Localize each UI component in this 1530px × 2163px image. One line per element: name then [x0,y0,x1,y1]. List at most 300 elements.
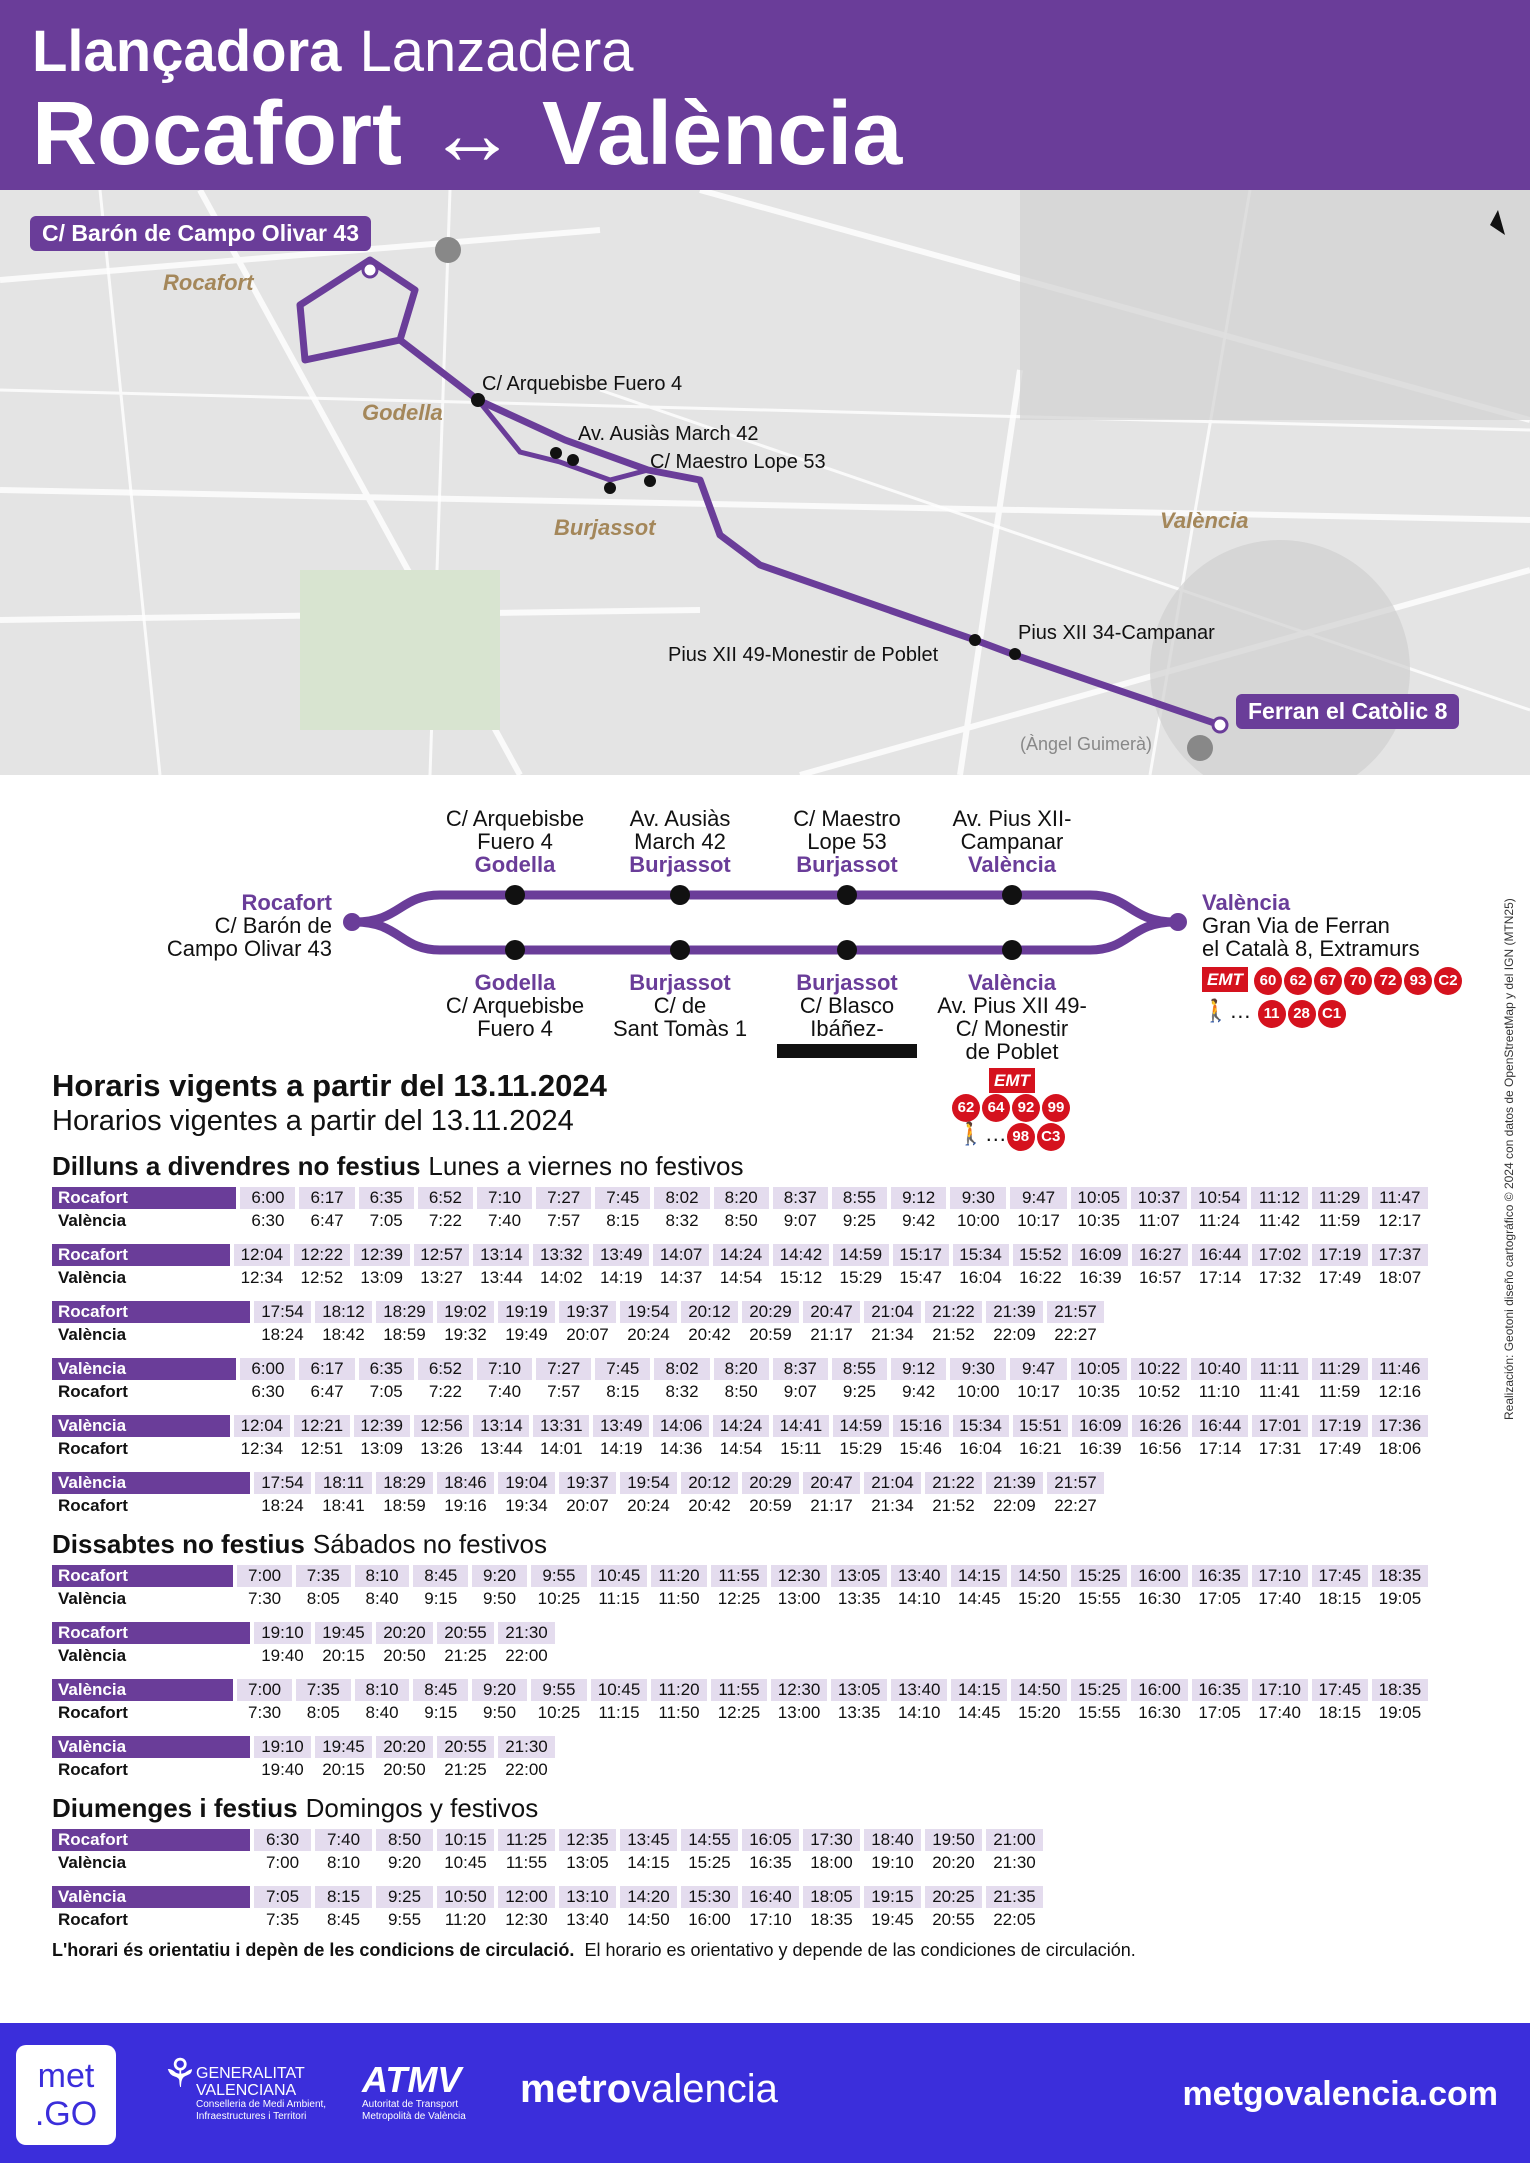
time-cell: 8:05 [306,1589,340,1608]
time-cell: 9:42 [902,1382,936,1401]
timetable-row [52,1565,1428,1587]
time-cell: 16:27 [1132,1244,1188,1266]
time-cell: 20:29 [742,1301,799,1323]
stop-line1: C/ Blasco [799,993,895,1018]
time-cell: 16:00 [1131,1565,1187,1587]
time-cell: 19:10 [254,1736,311,1758]
metro-icon [435,237,461,263]
time-cell: 22:27 [1054,1496,1097,1515]
time-cell: 9:25 [842,1382,877,1401]
stop-pius34[interactable] [1009,648,1021,660]
time-cell: 9:20 [387,1853,422,1872]
time-cell: 20:20 [376,1622,433,1644]
time-cell: 16:40 [742,1886,799,1908]
diagram-dest-addr1: Gran Via de Ferran [1202,913,1390,938]
row-stop-label: València [58,1589,127,1608]
stop-ausias-b[interactable] [567,454,579,466]
time-cell: 11:46 [1372,1358,1428,1380]
time-cell: 15:20 [1018,1703,1061,1722]
stop-blasco[interactable] [604,482,616,494]
time-cell: 15:55 [1078,1703,1121,1722]
time-cell: 18:59 [383,1325,426,1344]
metro-icon-guimera [1187,735,1213,761]
time-cell: 8:20 [714,1358,769,1380]
time-cell: 20:55 [932,1910,975,1929]
time-cell: 12:21 [294,1415,350,1437]
time-cell: 9:50 [482,1589,517,1608]
timetable-row [52,1210,1428,1232]
map-label-pius49: Pius XII 49-Monestir de Poblet [668,644,939,666]
time-cell: 14:59 [833,1244,889,1266]
diagram-stop-top-4[interactable] [1002,885,1022,905]
time-cell: 9:47 [1010,1187,1066,1209]
time-cell: 8:45 [413,1565,468,1587]
time-cell: 13:05 [831,1679,887,1701]
title-ca: Llançadora [32,19,342,84]
time-cell: 20:42 [688,1325,731,1344]
time-cell: 22:00 [505,1760,548,1779]
time-cell: 14:10 [897,1589,941,1608]
time-cell: 13:40 [891,1679,947,1701]
section-label-ca: Dissabtes no festius [52,1529,305,1559]
diagram-top-stop-1 [435,807,595,876]
timetable-block [48,1414,1432,1461]
map-town-burjassot: Burjassot [554,515,656,540]
time-cell: 19:40 [261,1760,304,1779]
time-cell: 12:00 [498,1886,555,1908]
time-cell: 13:09 [360,1268,403,1287]
stop-line1: Av. Ausiàs [629,806,731,831]
time-cell: 13:05 [566,1853,609,1872]
time-cell: 13:09 [360,1439,403,1458]
row-stop-label: Rocafort [58,1703,128,1722]
metgo-logo[interactable] [16,2045,116,2145]
time-cell: 16:04 [959,1268,1002,1287]
time-cell: 10:15 [437,1829,494,1851]
diagram-stop-bottom-1[interactable] [505,940,525,960]
emt-logo-icon: EMT [1202,967,1248,992]
time-cell: 17:49 [1318,1439,1362,1458]
time-cell: 15:55 [1078,1589,1121,1608]
row-stop-label: Rocafort [52,1187,236,1209]
time-cell: 12:22 [294,1244,350,1266]
time-cell: 18:15 [1318,1703,1362,1722]
time-cell: 18:00 [810,1853,853,1872]
time-cell: 22:00 [505,1646,548,1665]
section-label-ca: Dilluns a divendres no festius [52,1151,421,1181]
time-cell: 17:31 [1258,1439,1302,1458]
dest-connections [1202,966,1464,995]
diagram-origin-addr1: C/ Barón de [214,913,332,938]
time-cell: 14:55 [681,1829,738,1851]
time-cell: 12:04 [234,1244,290,1266]
time-cell: 10:35 [1077,1382,1121,1401]
time-cell: 9:12 [891,1358,946,1380]
time-cell: 7:05 [254,1886,311,1908]
row-stop-label: Rocafort [52,1565,233,1587]
time-cell: 15:25 [688,1853,731,1872]
section-label-ca: Diumenges i festius [52,1793,298,1823]
time-cell: 17:40 [1258,1589,1301,1608]
time-cell: 21:04 [864,1301,921,1323]
time-cell: 11:15 [598,1703,640,1722]
time-cell: 19:54 [620,1472,677,1494]
timetable-block [48,1186,1432,1233]
time-cell: 10:35 [1077,1211,1121,1230]
stop-line1: C/ de [653,993,707,1018]
time-cell: 20:55 [437,1622,494,1644]
header [0,0,1530,190]
time-cell: 15:30 [681,1886,738,1908]
time-cell: 13:35 [837,1703,881,1722]
time-cell: 12:30 [505,1910,548,1929]
time-cell: 8:15 [606,1211,640,1230]
time-cell: 16:21 [1019,1439,1062,1458]
time-cell: 15:34 [953,1415,1009,1437]
timetable-row [52,1702,1428,1724]
time-cell: 14:50 [627,1910,670,1929]
timetable-row [52,1759,555,1781]
timetable-row [52,1187,1428,1209]
bus-line-badge: 93 [1404,967,1432,995]
time-cell: 13:00 [777,1703,821,1722]
time-cell: 20:55 [437,1736,494,1758]
time-cell: 20:59 [749,1325,792,1344]
row-stop-label: València [58,1646,127,1665]
time-cell: 17:19 [1312,1415,1368,1437]
timetable-row [52,1645,555,1667]
website-link[interactable]: metgovalencia.com [1182,2075,1498,2113]
time-cell: 9:20 [472,1565,527,1587]
time-cell: 10:05 [1071,1187,1127,1209]
diagram-dest [1202,891,1464,1028]
time-cell: 6:17 [299,1187,354,1209]
time-cell: 11:29 [1312,1187,1368,1209]
header-title [32,16,634,88]
time-cell: 15:20 [1018,1589,1061,1608]
timetable-row [52,1909,1043,1931]
time-cell: 20:15 [322,1646,365,1665]
metro-light: valencia [631,2067,778,2111]
schedule-title-es: Horarios vigentes a partir del 13.11.2024 [52,1105,574,1137]
time-cell: 20:24 [627,1325,670,1344]
time-cell: 8:50 [376,1829,433,1851]
time-cell: 10:45 [591,1565,647,1587]
time-cell: 13:45 [620,1829,677,1851]
timetable-row [52,1472,1104,1494]
time-cell: 10:37 [1131,1187,1187,1209]
time-cell: 11:59 [1318,1211,1361,1230]
time-cell: 11:55 [711,1565,767,1587]
time-cell: 19:34 [505,1496,548,1515]
time-cell: 8:02 [654,1358,709,1380]
time-cell: 13:49 [593,1244,649,1266]
time-cell: 12:25 [717,1589,761,1608]
time-cell: 16:57 [1138,1268,1182,1287]
time-cell: 19:49 [505,1325,548,1344]
gva-sub1: Conselleria de Medi Ambient, [196,2099,327,2110]
time-cell: 14:24 [713,1244,769,1266]
row-stop-label: Rocafort [52,1301,250,1323]
stop-lope[interactable] [644,475,656,487]
time-cell: 20:59 [749,1496,792,1515]
time-cell: 9:30 [950,1358,1006,1380]
time-cell: 13:49 [593,1415,649,1437]
stop-town: Burjassot [629,970,731,995]
time-cell: 7:00 [237,1679,292,1701]
time-cell: 8:55 [832,1358,887,1380]
time-cell: 21:25 [444,1760,487,1779]
section-heading-saturday [52,1528,1432,1560]
gva-line2: VALENCIANA [196,2082,297,2099]
time-cell: 17:54 [254,1301,311,1323]
map-town-rocafort: Rocafort [163,270,254,295]
stop-pius49[interactable] [969,634,981,646]
time-cell: 14:42 [773,1244,829,1266]
time-cell: 8:37 [773,1187,828,1209]
time-cell: 13:44 [480,1439,523,1458]
row-stop-label: València [52,1472,250,1494]
row-stop-label: València [52,1415,230,1437]
diagram-stop-bottom-4[interactable] [1002,940,1022,960]
time-cell: 8:50 [724,1382,758,1401]
time-cell: 18:05 [803,1886,860,1908]
time-cell: 20:29 [742,1472,799,1494]
bus-line-badge: 60 [1254,967,1282,995]
stop-town: Godella [474,852,556,877]
row-stop-label: Rocafort [52,1622,250,1644]
timetable-row [52,1886,1043,1908]
time-cell: 14:15 [951,1679,1007,1701]
time-cell: 11:41 [1258,1382,1301,1401]
time-cell: 12:56 [414,1415,470,1437]
time-cell: 19:45 [871,1910,914,1929]
time-cell: 21:25 [444,1646,487,1665]
diagram-stop-bottom-2[interactable] [670,940,690,960]
time-cell: 17:10 [749,1910,792,1929]
time-cell: 17:45 [1312,1679,1368,1701]
time-cell: 12:39 [354,1415,410,1437]
time-cell: 10:22 [1131,1358,1187,1380]
time-cell: 12:25 [717,1703,761,1722]
row-stop-label: València [58,1211,127,1230]
timetable-block [48,1621,559,1668]
schedule-title-ca: Horaris vigents a partir del 13.11.2024 [52,1068,607,1103]
time-cell: 19:50 [925,1829,982,1851]
map-label-guimera: (Àngel Guimerà) [1020,734,1153,754]
time-cell: 9:55 [531,1565,587,1587]
diagram-stop-top-2[interactable] [670,885,690,905]
row-stop-label: Rocafort [58,1760,128,1779]
stop-line1: C/ Maestro [793,806,901,831]
time-cell: 10:17 [1017,1211,1060,1230]
time-cell: 11:07 [1138,1211,1180,1230]
time-cell: 10:17 [1017,1382,1060,1401]
time-cell: 14:06 [653,1415,709,1437]
map-dest-label: Ferran el Catòlic 8 [1236,694,1459,729]
time-cell: 16:09 [1072,1415,1128,1437]
time-cell: 11:59 [1318,1382,1361,1401]
time-cell: 12:52 [300,1268,344,1287]
time-cell: 6:30 [251,1382,285,1401]
note-es: El horario es orientativo y depende de las condiciones de circulación. [584,1940,1136,1960]
timetable-block [48,1564,1432,1611]
time-cell: 9:42 [902,1211,936,1230]
time-cell: 20:07 [566,1496,609,1515]
time-cell: 7:00 [237,1565,292,1587]
time-cell: 7:10 [477,1358,532,1380]
time-cell: 16:26 [1132,1415,1188,1437]
time-cell: 8:50 [724,1211,758,1230]
time-cell: 8:40 [365,1589,399,1608]
stop-line2: Lope 53 [807,829,887,854]
time-cell: 21:30 [498,1736,555,1758]
time-cell: 9:25 [376,1886,433,1908]
time-cell: 16:30 [1138,1703,1181,1722]
time-cell: 11:42 [1258,1211,1301,1230]
time-cell: 21:57 [1047,1301,1104,1323]
timetable-row [52,1267,1428,1289]
emt-logo-icon: EMT [989,1068,1035,1093]
diagram-origin-addr2: Campo Olivar 43 [166,936,332,961]
time-cell: 21:22 [925,1472,982,1494]
diagram-stop-bottom-3[interactable] [837,940,857,960]
time-cell: 10:25 [537,1589,581,1608]
time-cell: 17:49 [1318,1268,1362,1287]
time-cell: 14:45 [958,1589,1001,1608]
row-stop-label: Rocafort [58,1496,128,1515]
bus-line-badge: C2 [1434,967,1462,995]
diagram-origin-town: Rocafort [241,890,332,915]
time-cell: 6:17 [299,1358,354,1380]
stop-origin[interactable] [363,263,377,277]
time-cell: 17:36 [1372,1415,1428,1437]
time-cell: 20:15 [322,1760,365,1779]
time-cell: 18:35 [1372,1679,1428,1701]
time-cell: 11:55 [711,1679,767,1701]
time-cell: 17:10 [1252,1565,1308,1587]
time-cell: 9:55 [387,1910,422,1929]
time-cell: 16:44 [1192,1244,1248,1266]
time-cell: 21:57 [1047,1472,1104,1494]
time-cell: 16:00 [1131,1679,1187,1701]
time-cell: 17:10 [1252,1679,1308,1701]
stop-line1: Av. Pius XII 49- [937,993,1087,1018]
schedule-sections [52,1150,1432,1932]
time-cell: 17:45 [1312,1565,1368,1587]
time-cell: 16:44 [1192,1415,1248,1437]
time-cell: 11:10 [1198,1382,1240,1401]
time-cell: 14:54 [719,1268,763,1287]
time-cell: 11:20 [444,1910,487,1929]
time-cell: 12:34 [240,1439,284,1458]
time-cell: 8:37 [773,1358,828,1380]
time-cell: 11:24 [1198,1211,1240,1230]
time-cell: 7:22 [428,1211,462,1230]
timetable-row [52,1438,1428,1460]
bus-line-badge: 70 [1344,967,1372,995]
row-stop-label: València [58,1853,127,1872]
time-cell: 11:20 [651,1565,707,1587]
time-cell: 18:46 [437,1472,494,1494]
gva-logo [196,2065,326,2123]
row-stop-label: Rocafort [52,1829,250,1851]
time-cell: 11:20 [651,1679,707,1701]
time-cell: 7:05 [369,1382,403,1401]
time-cell: 9:47 [1010,1358,1066,1380]
time-cell: 7:35 [265,1910,300,1929]
time-cell: 20:24 [627,1496,670,1515]
time-cell: 13:31 [533,1415,589,1437]
time-cell: 15:46 [899,1439,942,1458]
timetable-block [48,1300,1108,1347]
time-cell: 18:24 [261,1496,304,1515]
stop-line2: March 42 [634,829,726,854]
time-cell: 16:39 [1079,1439,1122,1458]
metgo-logo-text1: met [37,2057,95,2095]
time-cell: 9:30 [950,1187,1006,1209]
time-cell: 12:30 [771,1565,827,1587]
section-heading-weekday [52,1150,1432,1182]
stop-town: Burjassot [629,852,731,877]
time-cell: 20:47 [803,1472,860,1494]
time-cell: 14:59 [833,1415,889,1437]
time-cell: 17:05 [1198,1703,1241,1722]
bus-line-badge: 11 [1258,1000,1286,1028]
timetable-row [52,1679,1428,1701]
time-cell: 13:44 [480,1268,523,1287]
timetable-block [48,1471,1108,1518]
diagram-stop-top-3[interactable] [837,885,857,905]
bus-line-badge: 67 [1314,967,1342,995]
time-cell: 9:50 [482,1703,517,1722]
stop-ausias[interactable] [550,447,562,459]
time-cell: 6:00 [240,1358,295,1380]
time-cell: 7:00 [265,1853,300,1872]
timetable-row [52,1736,555,1758]
time-cell: 10:25 [537,1703,581,1722]
time-cell: 15:11 [780,1439,822,1458]
timetable-block [48,1243,1432,1290]
time-cell: 7:57 [547,1211,581,1230]
time-cell: 18:35 [1372,1565,1428,1587]
time-cell: 14:19 [599,1268,643,1287]
map-label-ausias: Av. Ausiàs March 42 [578,423,759,445]
timetable-row [52,1301,1104,1323]
time-cell: 18:29 [376,1472,433,1494]
map-origin-label: C/ Barón de Campo Olivar 43 [30,216,371,251]
time-cell: 11:25 [498,1829,555,1851]
time-cell: 18:41 [322,1496,365,1515]
time-cell: 19:05 [1378,1703,1422,1722]
time-cell: 10:54 [1191,1187,1247,1209]
walk-icon: 🚶… [957,1121,1007,1146]
stop-dest[interactable] [1213,718,1227,732]
route-title: Rocafort ↔ València [32,84,903,184]
time-cell: 10:50 [437,1886,494,1908]
stop-line2: Fuero 4 [477,1016,553,1041]
time-cell: 21:17 [810,1496,853,1515]
time-cell: 7:45 [595,1358,650,1380]
map-town-godella: Godella [362,400,443,425]
time-cell: 17:30 [803,1829,860,1851]
time-cell: 19:02 [437,1301,494,1323]
time-cell: 22:09 [993,1325,1036,1344]
atmv-sub1: Autoritat de Transport [362,2099,459,2110]
diagram-stop-top-1[interactable] [505,885,525,905]
diagram-origin [130,891,332,960]
row-stop-label: València [52,1736,250,1758]
